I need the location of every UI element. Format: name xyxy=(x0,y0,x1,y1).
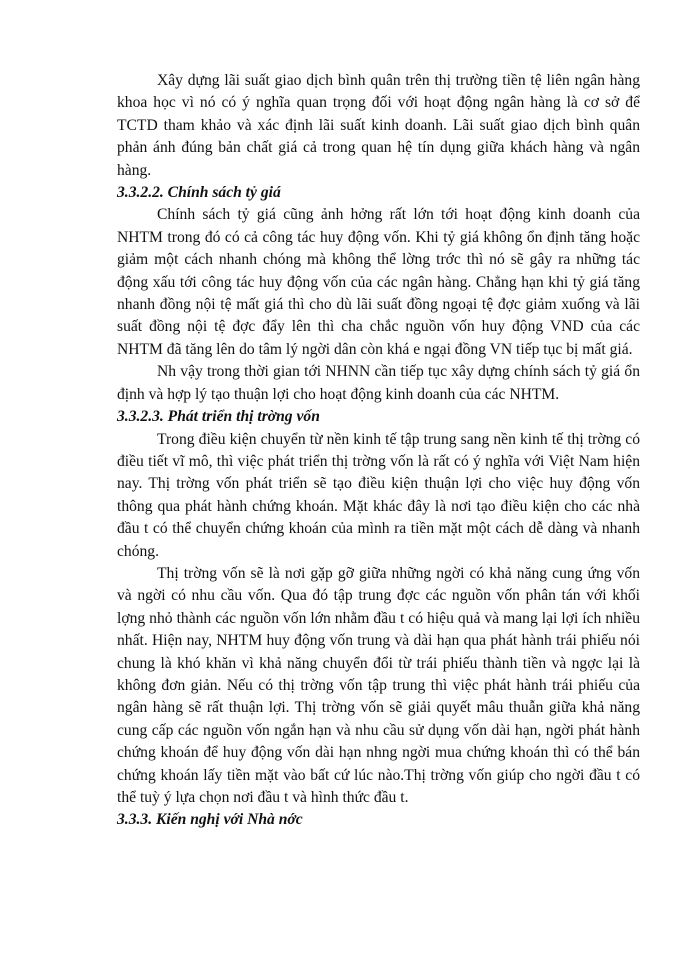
heading-state-recommendations: 3.3.3. Kiến nghị với Nhà nớc xyxy=(117,811,303,829)
paragraph-capital-market-development: Trong điều kiện chuyển từ nền kinh tế tập trung sang nền kinh tế thị trờng có điều tiết vĩ mô, thì việc phát triển thị trờng vốn là rất có ý nghĩa với Việt Nam hiện nay. Thị trờng vốn phát triển sẽ tạo điều kiện thuận lợi cho việc huy động vốn thông qua phát hành chứng khoán. Mặt khác đây là nơi tạo điều kiện cho các nhà đầu t có thể chuyển chứng khoán của mình ra tiền mặt một cách dễ dàng và nhanh chóng. xyxy=(117,430,640,560)
paragraph-exchange-rate-recommendation: Nh vậy trong thời gian tới NHNN cần tiếp tục xây dựng chính sách tỷ giá ổn định và hợp lý tạo thuận lợi cho hoạt động kinh doanh của các NHTM. xyxy=(117,363,640,403)
heading-capital-market: 3.3.2.3. Phát triển thị trờng vốn xyxy=(117,408,320,426)
document-page xyxy=(117,70,640,832)
paragraph-interest-rate: Xây dựng lãi suất giao dịch bình quân trên thị trường tiền tệ liên ngân hàng khoa học vì nó có ý nghĩa quan trọng đối với hoạt động ngân hàng là cơ sở để TCTD tham khảo và xác định lãi suất kinh doanh. Lãi suất giao dịch bình quân phản ánh đúng bản chất giá cả trong quan hệ tín dụng giữa khách hàng và ngân hàng. xyxy=(117,72,640,179)
paragraph-exchange-rate-impact: Chính sách tỷ giá cũng ảnh hởng rất lớn tới hoạt động kinh doanh của NHTM trong đó có cả công tác huy động vốn. Khi tỷ giá không ổn định tăng hoặc giảm một cách nhanh chóng mà không thể lờng trớc thì nó sẽ gây ra những tác động xấu tới công tác huy động vốn của các ngân hàng. Chẳng hạn khi tỷ giá tăng nhanh đồng nội tệ mất giá thì cho dù lãi suất đồng ngoại tệ đợc giảm xuống và lãi suất đồng nội tệ đợc đẩy lên thì cha chắc nguồn vốn huy động VND của các NHTM đã tăng lên do tâm lý ngời dân còn khá e ngại đồng VN tiếp tục bị mất giá. xyxy=(117,206,640,358)
heading-exchange-rate-policy: 3.3.2.2. Chính sách tỷ giá xyxy=(117,184,281,202)
paragraph-capital-market-role: Thị trờng vốn sẽ là nơi gặp gỡ giữa những ngời có khả năng cung ứng vốn và ngời có nhu cầu vốn. Qua đó tập trung đợc các nguồn vốn phân tán với khối lợng nhỏ thành các nguồn vốn lớn nhằm đầu t có hiệu quả và mang lại lợi ích nhiều nhất. Hiện nay, NHTM huy động vốn trung và dài hạn qua phát hành trái phiếu nói chung là khó khăn vì khả năng chuyển đổi từ trái phiếu thành tiền và ngợc lại là không đơn giản. Nếu có thị trờng vốn tập trung thì việc phát hành trái phiếu của ngân hàng sẽ rất thuận lợi. Thị trờng vốn sẽ giải quyết mâu thuẫn giữa khả năng cung cấp các nguồn vốn ngắn hạn và nhu cầu sử dụng vốn dài hạn, ngời phát hành chứng khoán để huy động vốn dài hạn nhng ngời mua chứng khoán thì có thể bán chứng khoán lấy tiền mặt vào bất cứ lúc nào.Thị trờng vốn giúp cho ngời đầu t có thể tuỳ ý lựa chọn nơi đầu t và hình thức đầu t. xyxy=(117,564,640,806)
